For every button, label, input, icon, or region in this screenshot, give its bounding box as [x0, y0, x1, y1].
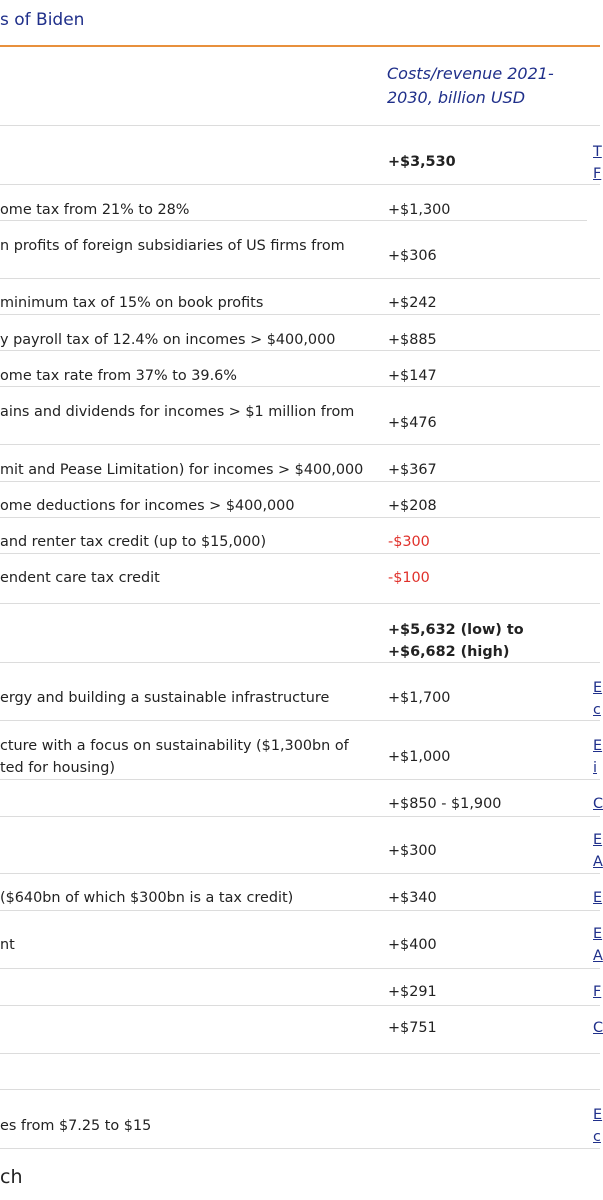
description: minimum tax of 15% on book profits — [0, 295, 264, 311]
row-divider — [0, 278, 600, 279]
value: +$147 — [388, 368, 437, 384]
description: ergy and building a sustainable infrastructure — [0, 690, 330, 706]
description: ains and dividends for incomes > $1 million from — [0, 404, 355, 420]
row-divider — [0, 1005, 600, 1006]
row-divider — [0, 873, 600, 874]
value: +$1,700 — [388, 690, 451, 706]
row-divider — [0, 517, 600, 518]
column-header-costs: Costs/revenue 2021-2030, billion USD — [387, 64, 554, 107]
row-divider — [0, 816, 600, 817]
description: mit and Pease Limitation) for incomes > $400,000 — [0, 462, 364, 478]
source-link[interactable]: i — [593, 760, 597, 776]
row-divider — [0, 720, 600, 721]
description: es from $7.25 to $15 — [0, 1118, 152, 1134]
source-link[interactable]: E — [593, 890, 603, 906]
value: +$340 — [388, 890, 437, 906]
source-link[interactable]: E — [593, 1107, 603, 1123]
row-divider — [0, 1148, 600, 1149]
row-divider — [0, 968, 600, 969]
value: +$367 — [388, 462, 437, 478]
row-divider — [0, 184, 600, 185]
row-divider — [0, 662, 600, 663]
value: +$476 — [388, 415, 437, 431]
row-divider — [0, 125, 600, 126]
value: +$850 - $1,900 — [388, 796, 502, 812]
row-divider — [0, 1053, 600, 1054]
value: +$291 — [388, 984, 437, 1000]
value-negative: -$300 — [388, 534, 430, 550]
source-link[interactable]: E — [593, 926, 603, 942]
value: +$242 — [388, 295, 437, 311]
row-divider — [0, 444, 600, 445]
source-link[interactable]: A — [593, 854, 603, 870]
description: and renter tax credit (up to $15,000) — [0, 534, 267, 550]
description: ome tax from 21% to 28% — [0, 202, 190, 218]
value-negative: -$100 — [388, 570, 430, 586]
row-divider — [0, 553, 600, 554]
row-divider — [0, 1089, 600, 1090]
description: ome deductions for incomes > $400,000 — [0, 498, 295, 514]
value: +$885 — [388, 332, 437, 348]
source-link[interactable]: C — [593, 1020, 603, 1036]
value: +$400 — [388, 937, 437, 953]
description: cture with a focus on sustainability ($1,300bn of — [0, 738, 349, 754]
description: n profits of foreign subsidiaries of US firms from — [0, 238, 345, 254]
row-divider — [0, 779, 600, 780]
section-heading: ch — [0, 1166, 23, 1188]
description: ome tax rate from 37% to 39.6% — [0, 368, 237, 384]
row-divider — [0, 314, 600, 315]
page-title: s of Biden — [0, 10, 85, 30]
source-link[interactable]: C — [593, 796, 603, 812]
source-link[interactable]: F — [593, 166, 602, 182]
value: +$208 — [388, 498, 437, 514]
description: ($640bn of which $300bn is a tax credit) — [0, 890, 294, 906]
value: +$300 — [388, 843, 437, 859]
row-divider — [0, 481, 600, 482]
row-divider — [0, 603, 600, 604]
description: y payroll tax of 12.4% on incomes > $400,000 — [0, 332, 336, 348]
description: endent care tax credit — [0, 570, 160, 586]
value: +$751 — [388, 1020, 437, 1036]
source-link[interactable]: c — [593, 1129, 601, 1145]
description: ted for housing) — [0, 760, 115, 776]
source-link[interactable]: c — [593, 702, 601, 718]
value: +$306 — [388, 248, 437, 264]
value-total-spending-high: +$6,682 (high) — [388, 644, 510, 660]
source-link[interactable]: E — [593, 738, 603, 754]
source-link[interactable]: F — [593, 984, 602, 1000]
source-link[interactable]: T — [593, 144, 602, 160]
source-link[interactable]: E — [593, 832, 603, 848]
value: +$1,300 — [388, 202, 451, 218]
row-divider — [0, 910, 600, 911]
description: nt — [0, 937, 15, 953]
source-link[interactable]: A — [593, 948, 603, 964]
source-link[interactable]: E — [593, 680, 603, 696]
value-total-spending-low: +$5,632 (low) to — [388, 622, 524, 638]
value: +$1,000 — [388, 749, 451, 765]
value-total-tax: +$3,530 — [388, 154, 456, 170]
header-underline — [0, 45, 600, 47]
